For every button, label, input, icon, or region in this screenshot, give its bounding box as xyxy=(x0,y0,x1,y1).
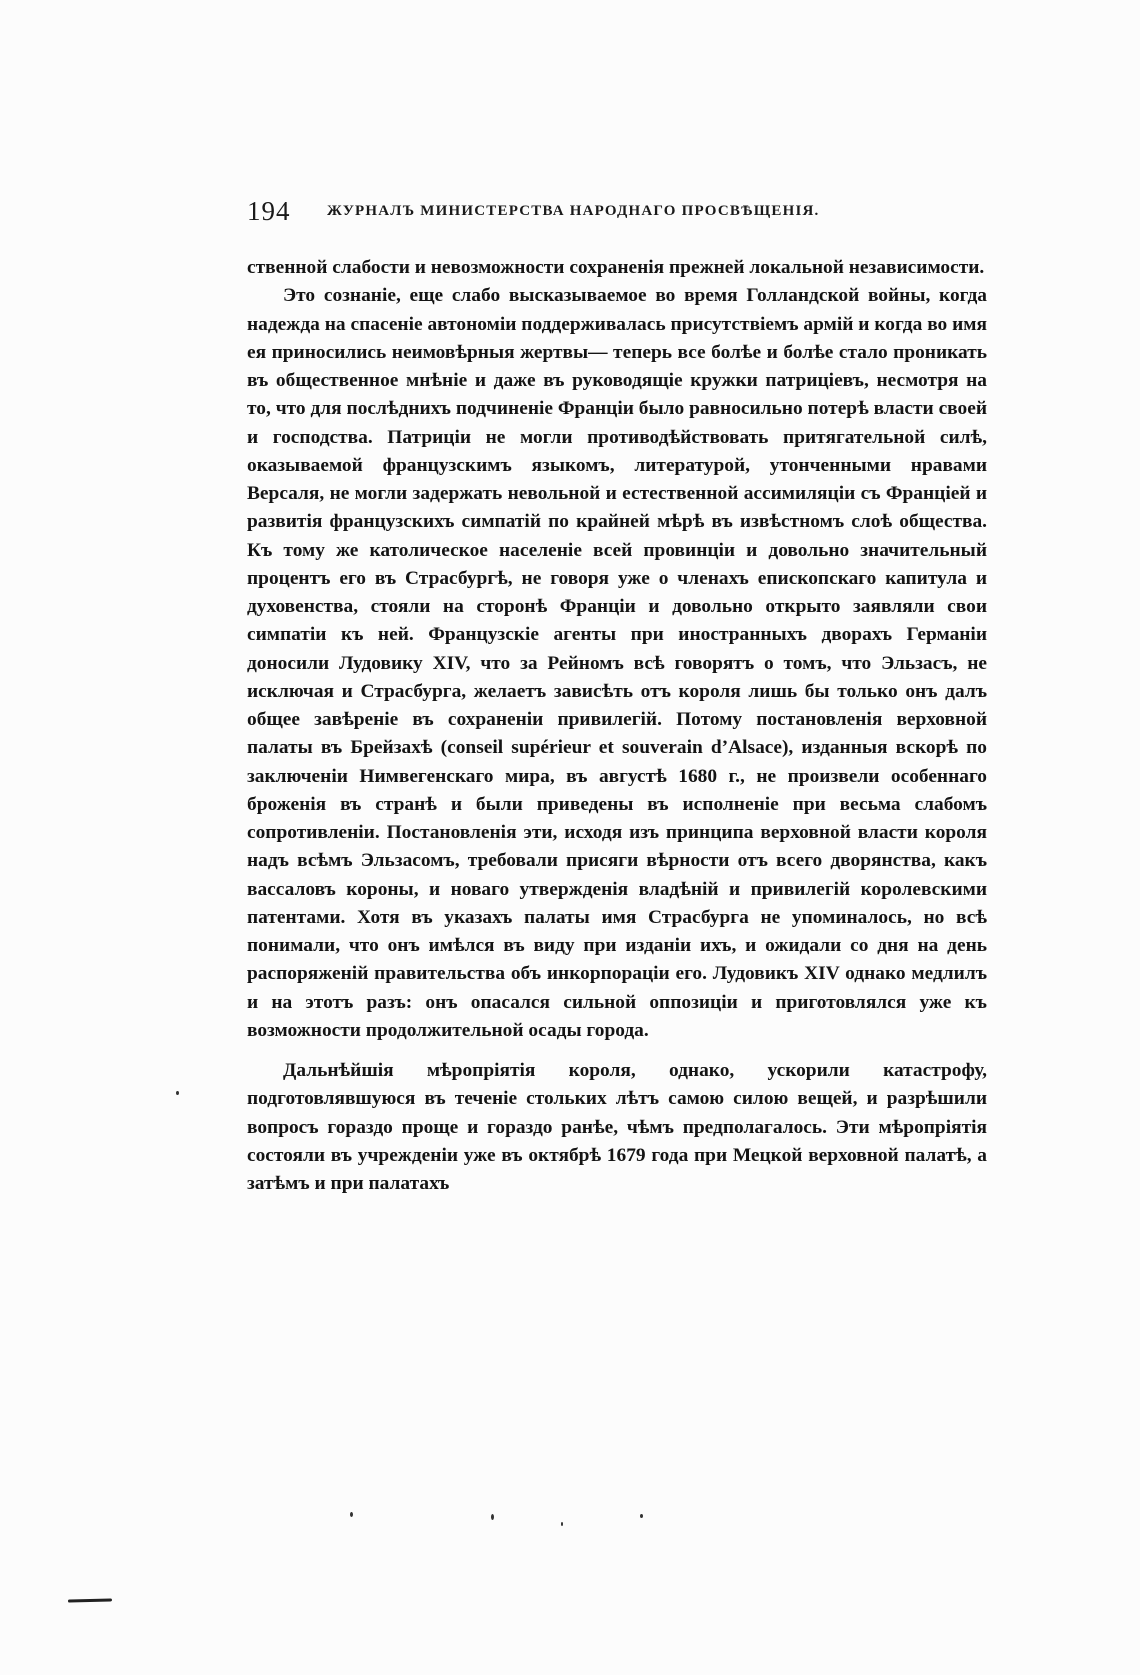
paragraph-awareness: Это сознаніе, еще слабо высказываемое во время Голландской войны, когда надежда на спасеніе автономіи поддерживалась присутствіемъ армій и когда во имя ея приносились неимовѣрныя жертвы— теперь все болѣе и болѣе стало проникать въ общественное мнѣніе и даже въ руководящіе кружки патриціевъ, несмотря на то, что для послѣднихъ подчиненіе Франціи было равносильно потерѣ власти своей и господства. Патриціи не могли противодѣйствовать притягательной силѣ, оказываемой французскимъ языкомъ, литературой, утонченными нравами Версаля, не могли задержать невольной и естественной ассимиляціи съ Франціей и развитія французскихъ симпатій по крайней мѣрѣ въ извѣстномъ слоѣ общества. Къ тому же католическое населеніе всей провинціи и довольно значительный процентъ его въ Страсбургѣ, не говоря уже о членахъ епископскаго капитула и духовенства, стояли на сторонѣ Франціи и довольно открыто заявляли свои симпатіи къ ней. Французскіе агенты при иностранныхъ дворахъ Германіи доносили Лудовику XIV, что за Рейномъ всѣ говорятъ о томъ, что Эльзасъ, не исключая и Страсбурга, желаетъ зависѣть отъ короля лишь бы только онъ далъ общее завѣреніе въ сохраненіи привилегій. Потому постановленія верховной палаты въ Брейзахѣ (conseil supérieur et souverain d’Alsace), изданныя вскорѣ по заключеніи Нимвегенскаго мира, въ августѣ 1680 г., не произвели особеннаго броженія въ странѣ и были приведены въ исполненіе при весьма слабомъ сопротивленіи. Постановленія эти, исходя изъ принципа верховной власти короля надъ всѣмъ Эльзасомъ, требовали присяги вѣрности отъ всего дворянства, какъ вассаловъ короны, и новаго утвержденія владѣній и привилегій королевскими патентами. Хотя въ указахъ палаты имя Страсбурга не упоминалось, но всѣ понимали, что онъ имѣлся въ виду при изданіи ихъ, и ожидали со дня на день распоряженій правительства объ инкорпораціи его. Лудовикъ XIV однако медлилъ и на этотъ разъ: онъ опасался сильной оппозиціи и приготовлялся уже къ возможности продолжительной осады города. xyxy=(247,285,987,1041)
scan-speck xyxy=(176,1091,179,1095)
scan-speck xyxy=(350,1512,353,1517)
body-text xyxy=(247,254,987,1198)
scan-speck xyxy=(491,1514,494,1520)
margin-mark xyxy=(68,1598,112,1602)
page-number: 194 xyxy=(247,196,291,226)
running-title: ЖУРНАЛЪ МИНИСТЕРСТВА НАРОДНАГО ПРОСВѢЩЕНІЯ. xyxy=(327,203,820,219)
paragraph-further-measures: Дальнѣйшія мѣропріятія короля, однако, ускорили катастрофу, подготовлявшуюся въ теченіе стольких лѣтъ самою силою вещей, и разрѣшили вопросъ гораздо проще и гораздо ранѣе, чѣмъ предполагалось. Эти мѣропріятія состояли въ учрежденіи уже въ октябрѣ 1679 года при Мецкой верховной палатѣ, а затѣмъ и при палатахъ xyxy=(247,1060,987,1194)
page-header xyxy=(247,196,987,232)
scan-speck xyxy=(561,1522,563,1526)
scan-speck xyxy=(640,1514,643,1518)
paragraph-continuation: ственной слабости и невозможности сохраненія прежней локальной независимости. xyxy=(247,257,985,278)
